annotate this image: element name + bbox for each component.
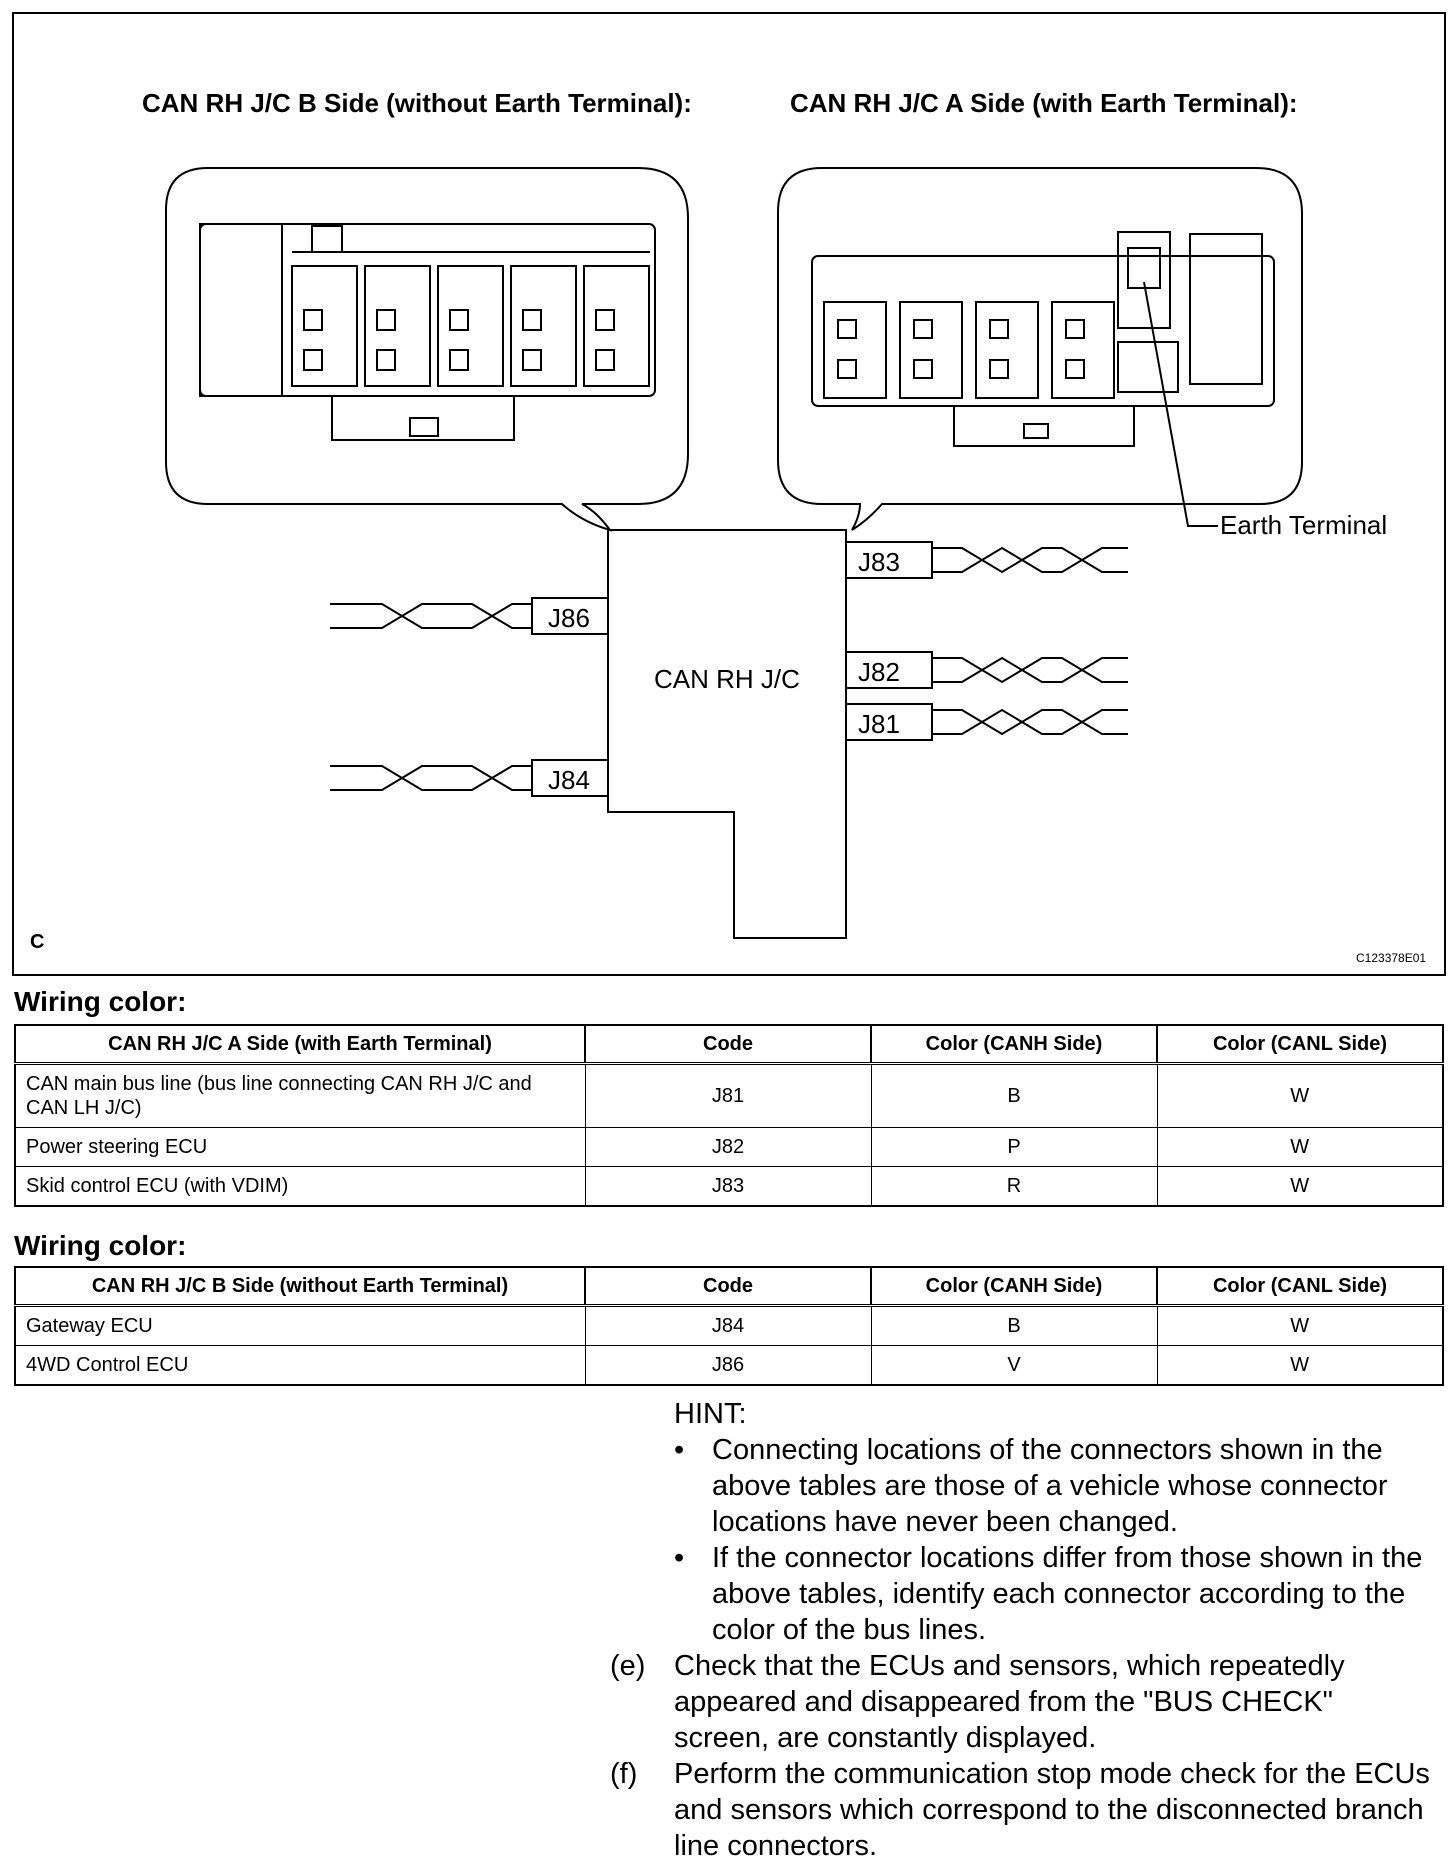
twisted-pair-j82 xyxy=(932,658,1128,682)
column-header: CAN RH J/C B Side (without Earth Terminal) xyxy=(15,1267,585,1306)
table-cell: Gateway ECU xyxy=(15,1306,585,1346)
column-header: Code xyxy=(585,1267,871,1306)
title-b-side: CAN RH J/C B Side (without Earth Terminal): xyxy=(142,88,692,118)
diagram-frame xyxy=(12,12,1446,976)
figure-code: C123378E01 xyxy=(1356,951,1427,965)
a-side-terminals xyxy=(824,302,1114,398)
a-side-connector-callout xyxy=(778,168,1302,530)
table-cell: B xyxy=(871,1064,1157,1128)
table-cell: Skid control ECU (with VDIM) xyxy=(15,1167,585,1207)
step-text: Perform the communication stop mode check for the ECUs and sensors which correspond to the disconnected branch line connectors. xyxy=(674,1758,1430,1862)
j81-label: J81 xyxy=(858,709,900,739)
table-cell: Power steering ECU xyxy=(15,1128,585,1167)
b-side-terminals xyxy=(292,266,649,386)
j86-label: J86 xyxy=(548,603,590,633)
connector-j84 xyxy=(532,760,608,796)
connector-j83 xyxy=(846,542,932,578)
table-cell: W xyxy=(1157,1306,1443,1346)
column-header: CAN RH J/C A Side (with Earth Terminal) xyxy=(15,1025,585,1064)
table-row xyxy=(15,1167,1443,1207)
column-header: Color (CANH Side) xyxy=(871,1025,1157,1064)
table-cell: W xyxy=(1157,1128,1443,1167)
table-cell: W xyxy=(1157,1346,1443,1386)
table-cell: J84 xyxy=(585,1306,871,1346)
table-cell: J81 xyxy=(585,1064,871,1128)
earth-terminal-label: Earth Terminal xyxy=(1220,510,1388,540)
bullet-icon: • xyxy=(674,1434,685,1466)
bullet-icon: • xyxy=(674,1542,685,1574)
j82-label: J82 xyxy=(858,657,900,687)
j84-label: J84 xyxy=(548,765,590,795)
table-a-title: Wiring color: xyxy=(14,986,187,1017)
twisted-pair-j86 xyxy=(330,604,532,628)
corner-mark: C xyxy=(30,931,45,953)
twisted-pair-j83 xyxy=(932,548,1128,572)
table-row xyxy=(15,1128,1443,1167)
title-a-side: CAN RH J/C A Side (with Earth Terminal): xyxy=(790,88,1298,118)
wiring-color-table-b xyxy=(14,1266,1444,1386)
table-b-title: Wiring color: xyxy=(14,1230,187,1261)
column-header: Color (CANH Side) xyxy=(871,1267,1157,1306)
table-cell: R xyxy=(871,1167,1157,1207)
twisted-pair-j84 xyxy=(330,766,532,790)
step-label: (e) xyxy=(610,1650,646,1682)
hint-title: HINT: xyxy=(674,1398,747,1430)
b-side-connector-callout xyxy=(166,168,688,530)
table-cell: J86 xyxy=(585,1346,871,1386)
earth-terminal-leader xyxy=(1144,282,1218,526)
table-row xyxy=(15,1064,1443,1128)
table-cell: J82 xyxy=(585,1128,871,1167)
table-cell: 4WD Control ECU xyxy=(15,1346,585,1386)
j83-label: J83 xyxy=(858,547,900,577)
column-header: Color (CANL Side) xyxy=(1157,1025,1443,1064)
column-header: Color (CANL Side) xyxy=(1157,1267,1443,1306)
hint-bullet-text: Connecting locations of the connectors shown in the above tables are those of a vehicle whose connector locations have never been changed. xyxy=(712,1434,1388,1538)
can-rh-junction-box xyxy=(608,530,846,938)
wiring-diagram xyxy=(14,14,1444,974)
table-header-row xyxy=(15,1025,1443,1064)
table-row xyxy=(15,1346,1443,1386)
hint-bullet-text: If the connector locations differ from those shown in the above tables, identify each connector according to the color of the bus lines. xyxy=(712,1542,1423,1646)
table-cell: CAN main bus line (bus line connecting CAN RH J/C and CAN LH J/C) xyxy=(15,1064,585,1128)
table-header-row xyxy=(15,1267,1443,1306)
twisted-pair-j81 xyxy=(932,710,1128,734)
table-cell: J83 xyxy=(585,1167,871,1207)
table-cell: W xyxy=(1157,1167,1443,1207)
table-cell: W xyxy=(1157,1064,1443,1128)
table-row xyxy=(15,1306,1443,1346)
step-label: (f) xyxy=(610,1758,638,1790)
table-cell: P xyxy=(871,1128,1157,1167)
junction-label: CAN RH J/C xyxy=(654,664,800,694)
step-text: Check that the ECUs and sensors, which repeatedly appeared and disappeared from the "BUS CHECK" screen, are constantly displayed. xyxy=(674,1650,1345,1754)
column-header: Code xyxy=(585,1025,871,1064)
wiring-color-table-a xyxy=(14,1024,1444,1207)
connector-j82 xyxy=(846,652,932,688)
table-cell: B xyxy=(871,1306,1157,1346)
table-cell: V xyxy=(871,1346,1157,1386)
connector-j81 xyxy=(846,704,932,740)
connector-j86 xyxy=(532,598,608,634)
